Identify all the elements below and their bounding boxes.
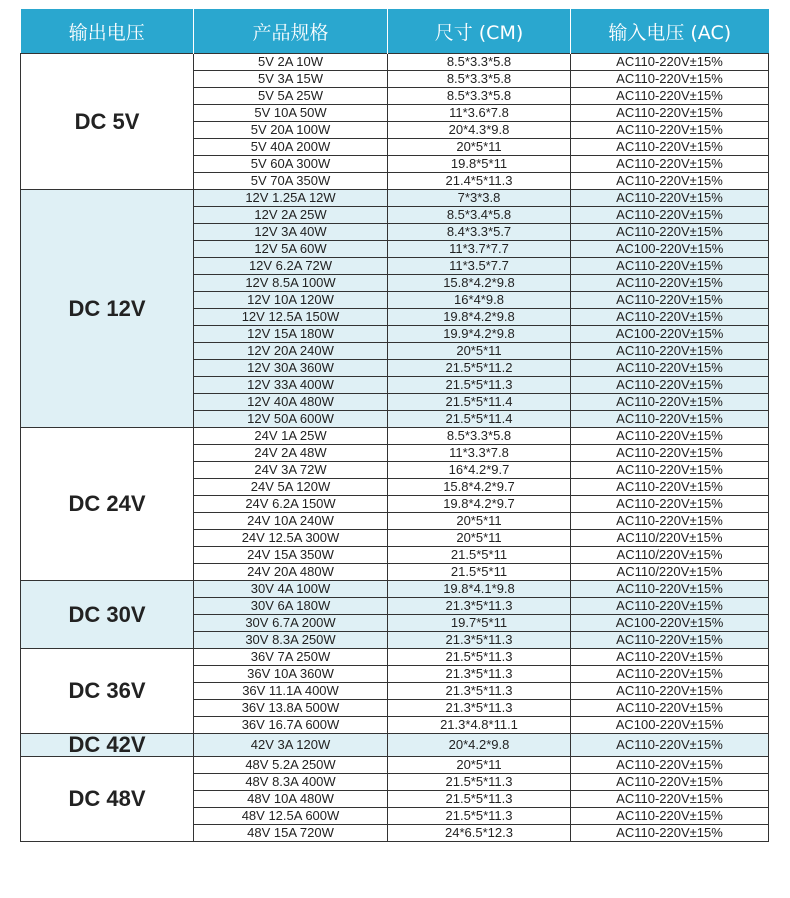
input-voltage-cell: AC110-220V±15% <box>571 757 769 774</box>
dimensions-cell: 8.5*3.3*5.8 <box>388 71 571 88</box>
table-row <box>21 428 769 445</box>
dimensions-cell: 20*4.3*9.8 <box>388 122 571 139</box>
dimensions-cell: 21.3*5*11.3 <box>388 632 571 649</box>
dimensions-cell: 20*5*11 <box>388 530 571 547</box>
input-voltage-cell: AC100-220V±15% <box>571 717 769 734</box>
product-spec-cell: 42V 3A 120W <box>194 734 388 757</box>
input-voltage-cell: AC110-220V±15% <box>571 683 769 700</box>
product-spec-cell: 36V 7A 250W <box>194 649 388 666</box>
table-row <box>21 734 769 757</box>
spec-table <box>20 9 769 842</box>
input-voltage-cell: AC110-220V±15% <box>571 774 769 791</box>
dimensions-cell: 15.8*4.2*9.7 <box>388 479 571 496</box>
input-voltage-cell: AC110/220V±15% <box>571 530 769 547</box>
dimensions-cell: 21.5*5*11.3 <box>388 808 571 825</box>
header-row <box>21 9 769 54</box>
input-voltage-cell: AC110-220V±15% <box>571 479 769 496</box>
input-voltage-cell: AC110-220V±15% <box>571 734 769 757</box>
dimensions-cell: 20*5*11 <box>388 513 571 530</box>
dimensions-cell: 21.5*5*11.3 <box>388 649 571 666</box>
input-voltage-cell: AC110-220V±15% <box>571 496 769 513</box>
table-row <box>21 190 769 207</box>
voltage-group-label: DC 24V <box>21 428 194 581</box>
input-voltage-cell: AC110-220V±15% <box>571 224 769 241</box>
dimensions-cell: 11*3.3*7.8 <box>388 445 571 462</box>
input-voltage-cell: AC110-220V±15% <box>571 292 769 309</box>
dimensions-cell: 21.3*5*11.3 <box>388 700 571 717</box>
input-voltage-cell: AC110-220V±15% <box>571 445 769 462</box>
product-spec-cell: 24V 15A 350W <box>194 547 388 564</box>
header-dimensions: 尺寸 (CM) <box>388 9 571 54</box>
product-spec-cell: 24V 1A 25W <box>194 428 388 445</box>
input-voltage-cell: AC110-220V±15% <box>571 207 769 224</box>
product-spec-cell: 12V 40A 480W <box>194 394 388 411</box>
input-voltage-cell: AC110-220V±15% <box>571 190 769 207</box>
dimensions-cell: 20*5*11 <box>388 343 571 360</box>
dimensions-cell: 21.5*5*11.2 <box>388 360 571 377</box>
product-spec-cell: 30V 6A 180W <box>194 598 388 615</box>
product-spec-cell: 12V 1.25A 12W <box>194 190 388 207</box>
dimensions-cell: 21.5*5*11.3 <box>388 774 571 791</box>
product-spec-cell: 12V 20A 240W <box>194 343 388 360</box>
input-voltage-cell: AC110-220V±15% <box>571 173 769 190</box>
dimensions-cell: 8.5*3.3*5.8 <box>388 88 571 105</box>
product-spec-cell: 30V 8.3A 250W <box>194 632 388 649</box>
input-voltage-cell: AC110-220V±15% <box>571 156 769 173</box>
input-voltage-cell: AC110-220V±15% <box>571 598 769 615</box>
voltage-group-label: DC 42V <box>21 734 194 757</box>
header-product-spec: 产品规格 <box>194 9 388 54</box>
product-spec-cell: 12V 5A 60W <box>194 241 388 258</box>
product-spec-cell: 24V 10A 240W <box>194 513 388 530</box>
dimensions-cell: 15.8*4.2*9.8 <box>388 275 571 292</box>
input-voltage-cell: AC110-220V±15% <box>571 632 769 649</box>
input-voltage-cell: AC110-220V±15% <box>571 791 769 808</box>
product-spec-cell: 5V 5A 25W <box>194 88 388 105</box>
input-voltage-cell: AC110/220V±15% <box>571 547 769 564</box>
product-spec-cell: 24V 20A 480W <box>194 564 388 581</box>
product-spec-cell: 48V 5.2A 250W <box>194 757 388 774</box>
product-spec-cell: 12V 15A 180W <box>194 326 388 343</box>
input-voltage-cell: AC110-220V±15% <box>571 581 769 598</box>
product-spec-cell: 24V 12.5A 300W <box>194 530 388 547</box>
dimensions-cell: 21.4*5*11.3 <box>388 173 571 190</box>
product-spec-cell: 12V 10A 120W <box>194 292 388 309</box>
dimensions-cell: 19.8*4.2*9.8 <box>388 309 571 326</box>
input-voltage-cell: AC110-220V±15% <box>571 88 769 105</box>
table-row <box>21 757 769 774</box>
input-voltage-cell: AC100-220V±15% <box>571 241 769 258</box>
input-voltage-cell: AC110-220V±15% <box>571 275 769 292</box>
input-voltage-cell: AC110-220V±15% <box>571 139 769 156</box>
dimensions-cell: 21.5*5*11.3 <box>388 377 571 394</box>
dimensions-cell: 21.3*5*11.3 <box>388 683 571 700</box>
table-body <box>21 54 769 842</box>
dimensions-cell: 16*4*9.8 <box>388 292 571 309</box>
dimensions-cell: 21.3*4.8*11.1 <box>388 717 571 734</box>
input-voltage-cell: AC110-220V±15% <box>571 343 769 360</box>
dimensions-cell: 21.5*5*11 <box>388 547 571 564</box>
input-voltage-cell: AC110-220V±15% <box>571 808 769 825</box>
header-output-voltage: 输出电压 <box>21 9 194 54</box>
product-spec-cell: 5V 2A 10W <box>194 54 388 71</box>
dimensions-cell: 21.5*5*11.4 <box>388 394 571 411</box>
dimensions-cell: 19.8*5*11 <box>388 156 571 173</box>
dimensions-cell: 21.5*5*11.4 <box>388 411 571 428</box>
table-row <box>21 649 769 666</box>
input-voltage-cell: AC110-220V±15% <box>571 377 769 394</box>
input-voltage-cell: AC110-220V±15% <box>571 394 769 411</box>
input-voltage-cell: AC110-220V±15% <box>571 428 769 445</box>
product-spec-cell: 5V 3A 15W <box>194 71 388 88</box>
input-voltage-cell: AC110-220V±15% <box>571 649 769 666</box>
header-input-voltage: 输入电压 (AC) <box>571 9 769 54</box>
product-spec-cell: 12V 6.2A 72W <box>194 258 388 275</box>
dimensions-cell: 20*4.2*9.8 <box>388 734 571 757</box>
product-spec-cell: 5V 10A 50W <box>194 105 388 122</box>
dimensions-cell: 20*5*11 <box>388 139 571 156</box>
dimensions-cell: 20*5*11 <box>388 757 571 774</box>
input-voltage-cell: AC110-220V±15% <box>571 258 769 275</box>
table-header <box>21 9 769 54</box>
product-spec-cell: 48V 15A 720W <box>194 825 388 842</box>
dimensions-cell: 19.8*4.1*9.8 <box>388 581 571 598</box>
input-voltage-cell: AC110-220V±15% <box>571 825 769 842</box>
dimensions-cell: 24*6.5*12.3 <box>388 825 571 842</box>
product-spec-cell: 5V 20A 100W <box>194 122 388 139</box>
product-spec-cell: 36V 13.8A 500W <box>194 700 388 717</box>
dimensions-cell: 8.5*3.4*5.8 <box>388 207 571 224</box>
product-spec-cell: 36V 11.1A 400W <box>194 683 388 700</box>
dimensions-cell: 7*3*3.8 <box>388 190 571 207</box>
input-voltage-cell: AC110-220V±15% <box>571 71 769 88</box>
input-voltage-cell: AC110-220V±15% <box>571 122 769 139</box>
dimensions-cell: 16*4.2*9.7 <box>388 462 571 479</box>
dimensions-cell: 21.5*5*11 <box>388 564 571 581</box>
product-spec-cell: 24V 5A 120W <box>194 479 388 496</box>
product-spec-cell: 30V 4A 100W <box>194 581 388 598</box>
input-voltage-cell: AC110-220V±15% <box>571 700 769 717</box>
input-voltage-cell: AC110/220V±15% <box>571 564 769 581</box>
product-spec-cell: 24V 2A 48W <box>194 445 388 462</box>
dimensions-cell: 11*3.6*7.8 <box>388 105 571 122</box>
input-voltage-cell: AC110-220V±15% <box>571 309 769 326</box>
product-spec-cell: 12V 50A 600W <box>194 411 388 428</box>
dimensions-cell: 19.8*4.2*9.7 <box>388 496 571 513</box>
voltage-group-label: DC 48V <box>21 757 194 842</box>
product-spec-cell: 5V 60A 300W <box>194 156 388 173</box>
input-voltage-cell: AC110-220V±15% <box>571 105 769 122</box>
product-spec-cell: 5V 70A 350W <box>194 173 388 190</box>
product-spec-cell: 12V 33A 400W <box>194 377 388 394</box>
dimensions-cell: 19.9*4.2*9.8 <box>388 326 571 343</box>
voltage-group-label: DC 30V <box>21 581 194 649</box>
dimensions-cell: 21.5*5*11.3 <box>388 791 571 808</box>
dimensions-cell: 8.5*3.3*5.8 <box>388 54 571 71</box>
table-row <box>21 54 769 71</box>
product-spec-cell: 5V 40A 200W <box>194 139 388 156</box>
input-voltage-cell: AC110-220V±15% <box>571 462 769 479</box>
dimensions-cell: 8.5*3.3*5.8 <box>388 428 571 445</box>
product-spec-cell: 24V 6.2A 150W <box>194 496 388 513</box>
product-spec-cell: 24V 3A 72W <box>194 462 388 479</box>
product-spec-cell: 36V 16.7A 600W <box>194 717 388 734</box>
dimensions-cell: 8.4*3.3*5.7 <box>388 224 571 241</box>
input-voltage-cell: AC110-220V±15% <box>571 666 769 683</box>
dimensions-cell: 19.7*5*11 <box>388 615 571 632</box>
product-spec-cell: 48V 12.5A 600W <box>194 808 388 825</box>
product-spec-cell: 12V 12.5A 150W <box>194 309 388 326</box>
voltage-group-label: DC 5V <box>21 54 194 190</box>
input-voltage-cell: AC110-220V±15% <box>571 513 769 530</box>
input-voltage-cell: AC110-220V±15% <box>571 54 769 71</box>
voltage-group-label: DC 36V <box>21 649 194 734</box>
product-spec-cell: 30V 6.7A 200W <box>194 615 388 632</box>
product-spec-cell: 12V 2A 25W <box>194 207 388 224</box>
dimensions-cell: 11*3.7*7.7 <box>388 241 571 258</box>
dimensions-cell: 11*3.5*7.7 <box>388 258 571 275</box>
product-spec-cell: 36V 10A 360W <box>194 666 388 683</box>
input-voltage-cell: AC110-220V±15% <box>571 411 769 428</box>
product-spec-cell: 48V 10A 480W <box>194 791 388 808</box>
product-spec-cell: 12V 30A 360W <box>194 360 388 377</box>
input-voltage-cell: AC100-220V±15% <box>571 615 769 632</box>
voltage-group-label: DC 12V <box>21 190 194 428</box>
table-row <box>21 581 769 598</box>
product-spec-cell: 12V 3A 40W <box>194 224 388 241</box>
dimensions-cell: 21.3*5*11.3 <box>388 598 571 615</box>
product-spec-cell: 48V 8.3A 400W <box>194 774 388 791</box>
input-voltage-cell: AC110-220V±15% <box>571 360 769 377</box>
input-voltage-cell: AC100-220V±15% <box>571 326 769 343</box>
product-spec-cell: 12V 8.5A 100W <box>194 275 388 292</box>
dimensions-cell: 21.3*5*11.3 <box>388 666 571 683</box>
